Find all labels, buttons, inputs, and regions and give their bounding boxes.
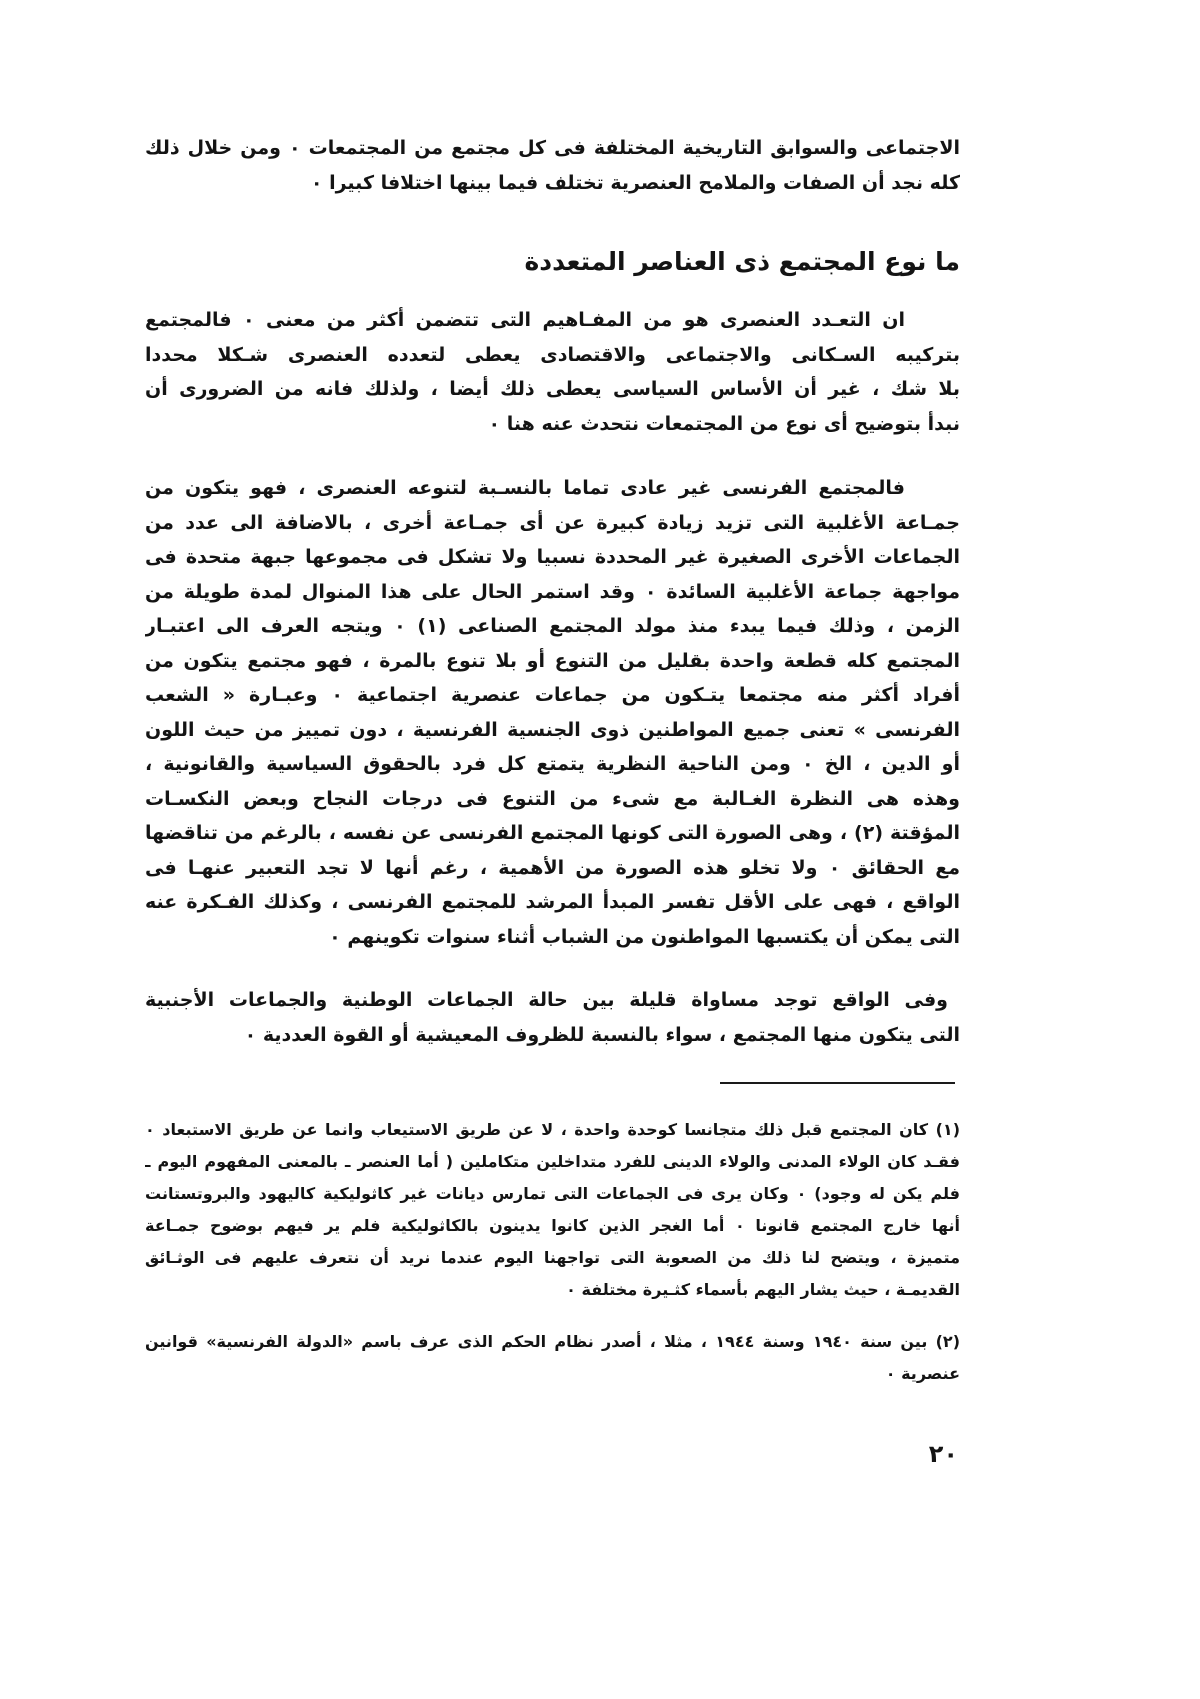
footnote-line: (٢) بين سنة ١٩٤٠ وسنة ١٩٤٤ ، مثلا ، أصدر نظام الحكم الذى عرف باسم «الدولة الفرنسية» قوانين xyxy=(145,1332,960,1351)
text-line: التى يتكون منها المجتمع ، سواء بالنسبة للظروف المعيشية أو القوة العددية ٠ xyxy=(244,1023,960,1046)
footnote xyxy=(145,1326,960,1390)
text-line: الاجتماعى والسوابق التاريخية المختلفة فى كل مجتمع من المجتمعات ٠ ومن خلال ذلك xyxy=(145,137,960,159)
text-line: مع الحقائق ٠ ولا تخلو هذه الصورة من الأهمية ، رغم أنها لا تجد التعبير عنهـا فى xyxy=(145,856,960,879)
text-line: أو الدين ، الخ ٠ ومن الناحية النظرية يتمتع كل فرد بالحقوق السياسية والقانونية ، xyxy=(145,753,960,775)
footnote-line: فقـد كان الولاء المدنى والولاء الدينى للفرد متداخلين متكاملين ( أما العنصر ـ بالمعنى المفهوم اليوم ـ xyxy=(145,1152,960,1171)
text-line: جمـاعة الأغلبية التى تزيد زيادة كبيرة عن أى جمـاعة أخرى ، بالاضافة الى عدد من xyxy=(145,511,960,534)
footnote xyxy=(145,1114,960,1306)
footnote-line: (١) كان المجتمع قبل ذلك متجانسا كوحدة واحدة ، لا عن طريق الاستيعاب وانما عن طريق الاستبعاد ٠ xyxy=(145,1120,960,1139)
paragraph-continuation xyxy=(145,131,960,200)
text-line: فالمجتمع الفرنسى غير عادى تماما بالنسـبة لتنوعه العنصرى ، فهو يتكون من xyxy=(145,477,905,499)
text-line: المجتمع كله قطعة واحدة بقليل من التنوع أو بلا تنوع بالمرة ، فهو مجتمع يتكون من xyxy=(145,649,960,672)
text-line: الفرنسى » تعنى جميع المواطنين ذوى الجنسية الفرنسية ، دون تمييز من حيث اللون xyxy=(145,718,960,741)
text-line: أفراد أكثر منه مجتمعا يتـكون من جماعات عنصرية اجتماعية ٠ وعبـارة « الشعب xyxy=(145,684,960,706)
paragraph xyxy=(145,303,960,441)
page-number: ٢٠ xyxy=(928,1440,958,1468)
text-line: كله نجد أن الصفات والملامح العنصرية تختلف فيما بينها اختلافا كبيرا ٠ xyxy=(310,171,960,194)
paragraph xyxy=(145,471,960,954)
text-line: بتركيبه السـكانى والاجتماعى والاقتصادى يعطى لتعدده العنصرى شـكلا محددا xyxy=(145,343,960,366)
text-line: المؤقتة (٢) ، وهى الصورة التى كونها المجتمع الفرنسى عن نفسه ، بالرغم من تناقضها xyxy=(145,822,960,844)
text-line: التى يمكن أن يكتسبها المواطنون من الشباب أثناء سنوات تكوينهم ٠ xyxy=(329,925,960,948)
paragraph xyxy=(145,983,960,1052)
footnote-line: أنها خارج المجتمع قانونا ٠ أما الغجر الذين كانوا يدينون بالكاثوليكية فلم ير فيهم بوضوح جمـاعة xyxy=(145,1216,960,1235)
footnote-line: فلم يكن له وجود) ٠ وكان يرى فى الجماعات التى تمارس ديانات غير كاثوليكية كاليهود والبروتستانت xyxy=(145,1184,960,1203)
text-line: نبدأ بتوضيح أى نوع من المجتمعات نتحدث عنه هنا ٠ xyxy=(488,412,960,435)
section-heading: ما نوع المجتمع ذى العناصر المتعددة xyxy=(524,247,960,276)
footnote-separator xyxy=(720,1082,955,1084)
text-line: الزمن ، وذلك فيما يبدء منذ مولد المجتمع الصناعى (١) ٠ ويتجه العرف الى اعتبـار xyxy=(145,615,960,637)
text-line: الجماعات الأخرى الصغيرة غير المحددة نسبيا ولا تشكل فى مجموعها جبهة متحدة فى xyxy=(145,546,960,568)
text-line: مواجهة جماعة الأغلبية السائدة ٠ وقد استمر الحال على هذا المنوال لمدة طويلة من xyxy=(145,580,960,603)
footnote-line: القديمـة ، حيث يشار اليهم بأسماء كثـيرة مختلفة ٠ xyxy=(566,1280,960,1299)
text-line: وهذه هى النظرة الغـالبة مع شىء من التنوع فى درجات النجاح وبعض النكسـات xyxy=(145,787,960,810)
footnote-line: عنصرية ٠ xyxy=(885,1364,960,1383)
text-line: الواقع ، فهى على الأقل تفسر المبدأ المرشد للمجتمع الفرنسى ، وكذلك الفـكرة عنه xyxy=(145,891,960,913)
footnote-line: متميزة ، ويتضح لنا ذلك من الصعوبة التى تواجهنا اليوم عندما نريد أن نتعرف عليهم فى الوثـائق xyxy=(145,1248,960,1267)
document-page xyxy=(145,131,960,1471)
text-line: بلا شك ، غير أن الأساس السياسى يعطى ذلك أيضا ، ولذلك فانه من الضرورى أن xyxy=(145,378,960,400)
text-line: ان التعـدد العنصرى هو من المفـاهيم التى تتضمن أكثر من معنى ٠ فالمجتمع xyxy=(145,309,905,331)
text-line: وفى الواقع توجد مساواة قليلة بين حالة الجماعات الوطنية والجماعات الأجنبية xyxy=(145,989,948,1011)
